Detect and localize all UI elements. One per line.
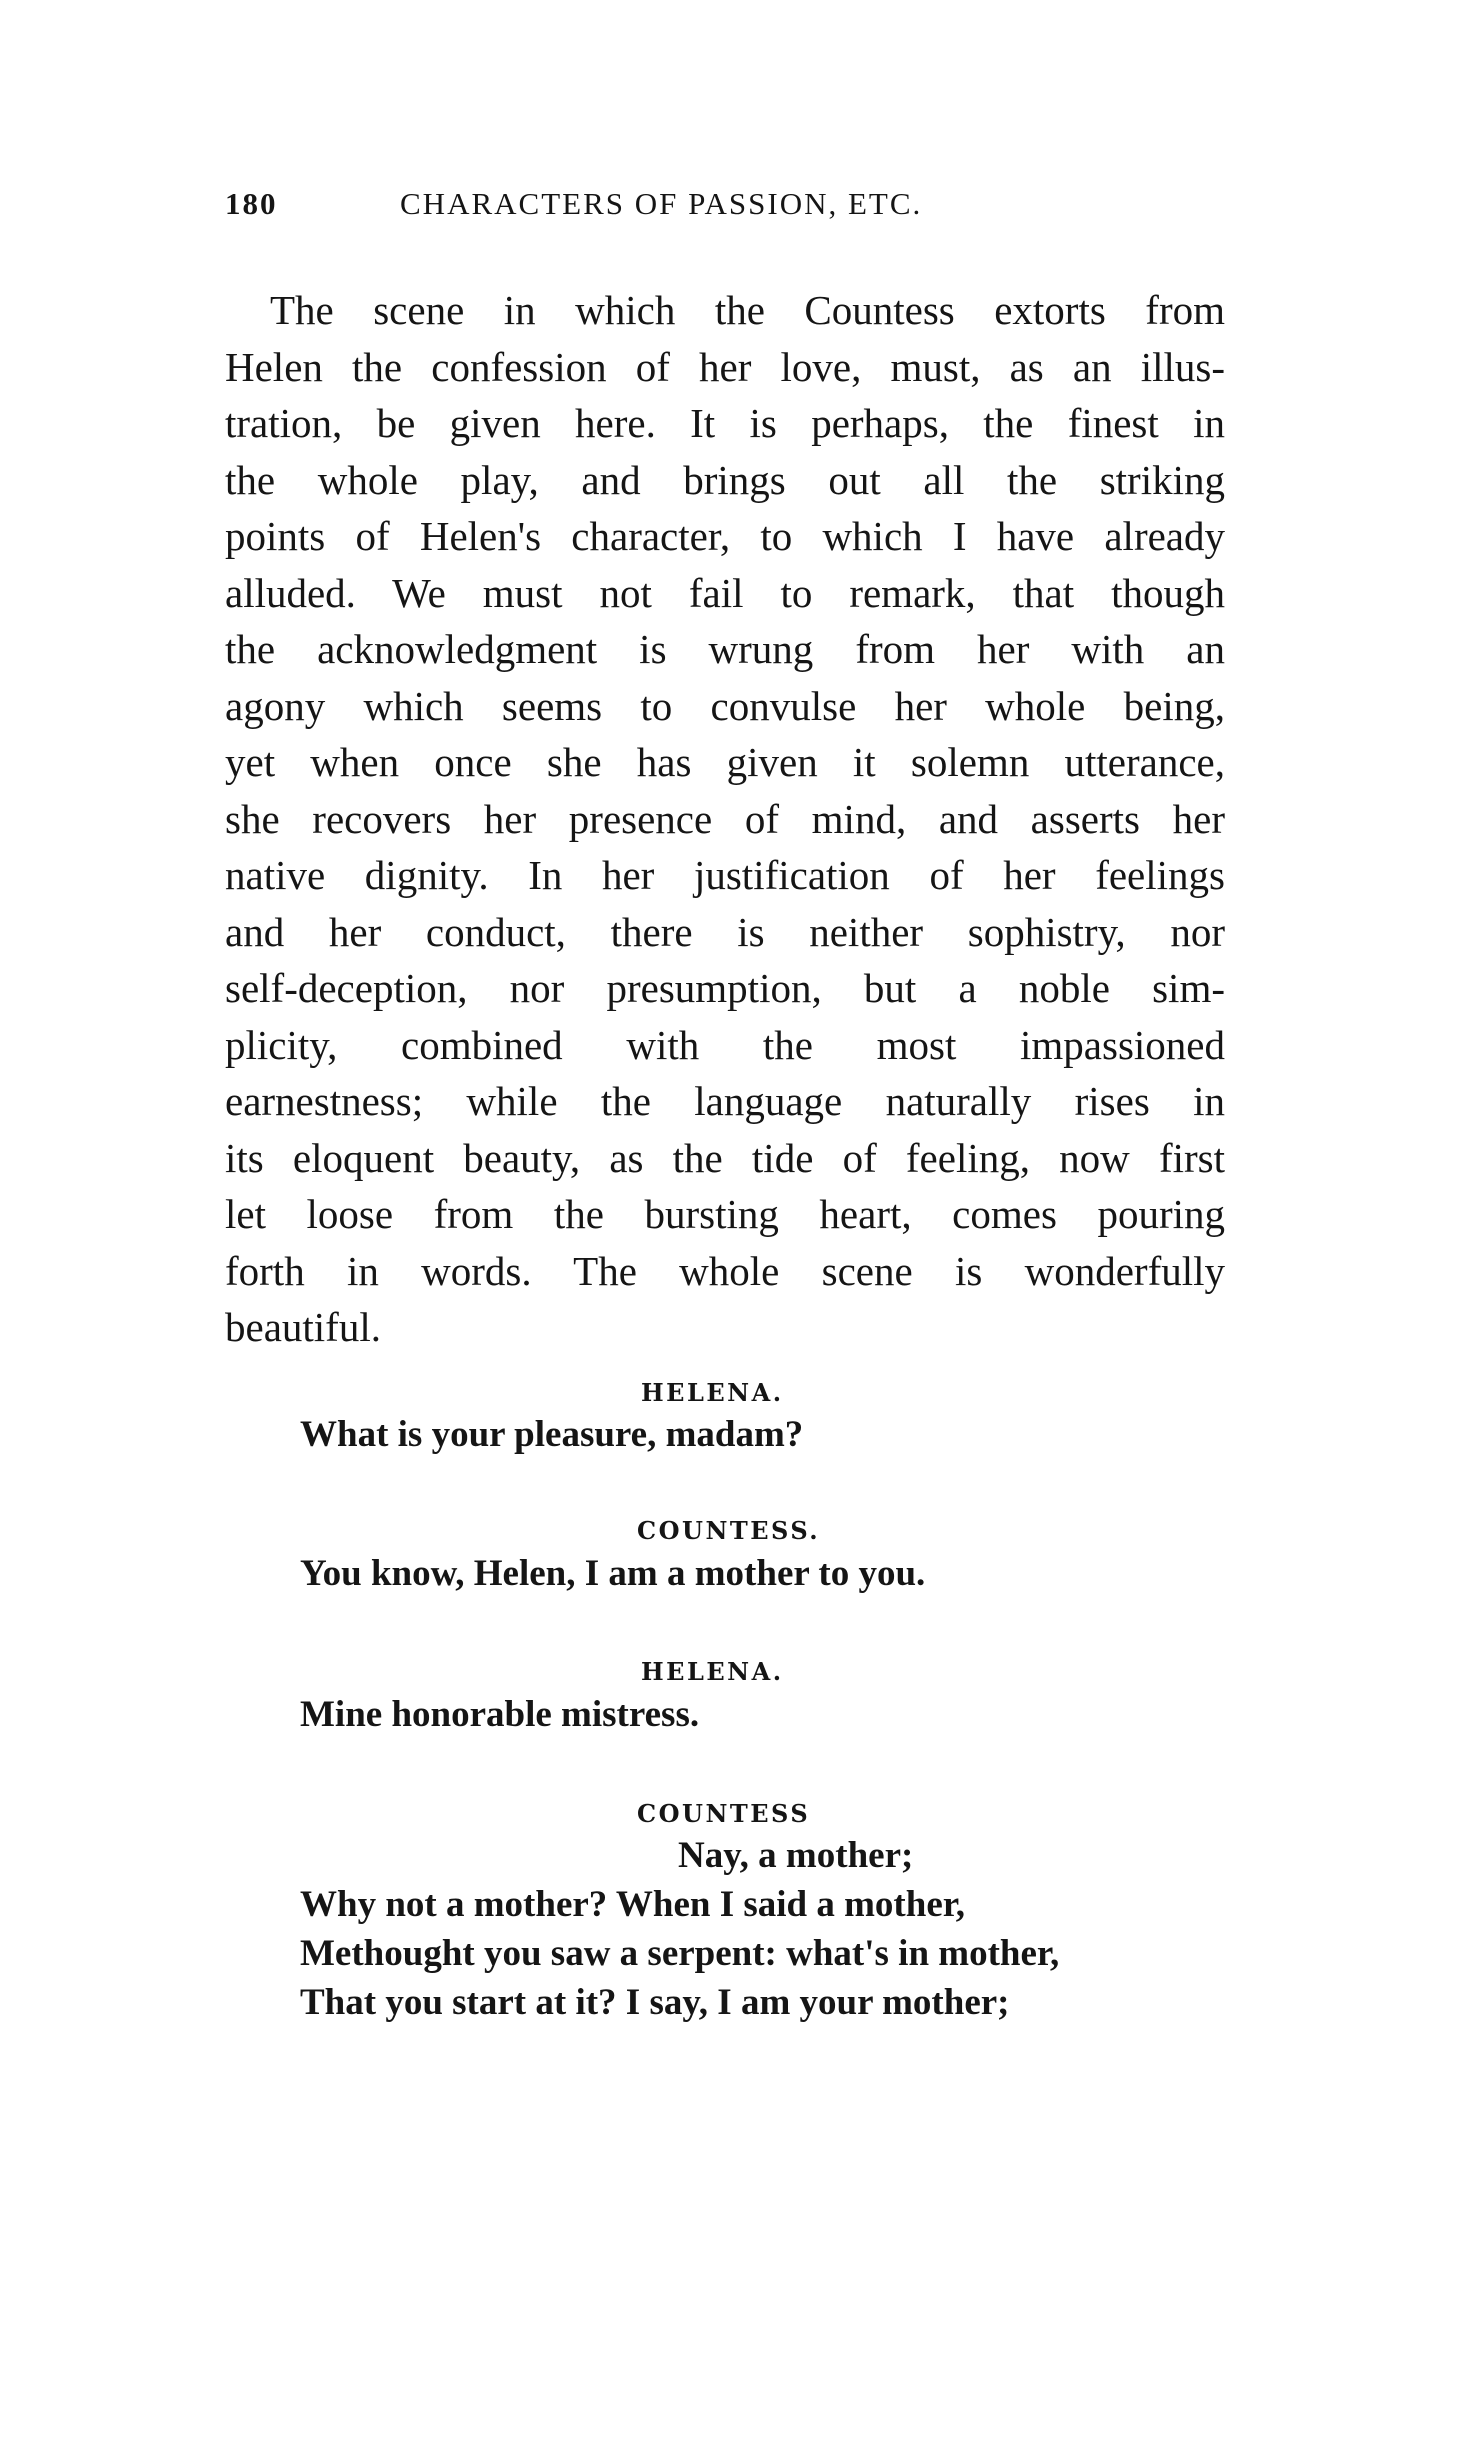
speaker-name: COUNTESS [637, 1799, 811, 1828]
page-number: 180 [225, 186, 278, 221]
verse-line: You know, Helen, I am a mother to you. [300, 1553, 926, 1594]
paragraph-line: the acknowledgment is wrung from her with an [225, 626, 1225, 672]
paragraph-line: let loose from the bursting heart, comes pouring [225, 1191, 1225, 1237]
paragraph-line: forth in words. The whole scene is wonderfully [225, 1247, 1225, 1294]
paragraph-line: Helen the confession of her love, must, as an illus- [225, 343, 1225, 390]
paragraph-line: plicity, combined with the most impassioned [225, 1021, 1225, 1068]
paragraph-line: earnestness; while the language naturally rises in [225, 1078, 1225, 1124]
paragraph-line: self-deception, nor presumption, but a noble sim- [225, 965, 1225, 1011]
paragraph-line: its eloquent beauty, as the tide of feeling, now first [225, 1134, 1225, 1181]
speaker-name: COUNTESS. [637, 1516, 821, 1545]
verse-line: That you start at it? I say, I am your mother; [300, 1982, 1010, 2023]
paragraph-line: beautiful. [225, 1304, 381, 1350]
paragraph-line: native dignity. In her justification of her feelings [225, 852, 1225, 898]
verse-line: Nay, a mother; [678, 1835, 914, 1876]
verse-line: Mine honorable mistress. [300, 1694, 700, 1735]
running-head-title: CHARACTERS OF PASSION, ETC. [400, 186, 923, 221]
paragraph-line: agony which seems to convulse her whole being, [225, 682, 1225, 729]
paragraph-line: alluded. We must not fail to remark, that though [225, 569, 1225, 616]
verse-line: What is your pleasure, madam? [300, 1414, 804, 1455]
paragraph-line: tration, be given here. It is perhaps, the finest in [225, 400, 1225, 446]
paragraph-line: yet when once she has given it solemn utterance, [225, 739, 1225, 785]
paragraph-line: and her conduct, there is neither sophistry, nor [225, 908, 1225, 955]
paragraph-line: points of Helen's character, to which I have already [225, 513, 1225, 559]
paragraph-line: the whole play, and brings out all the striking [225, 456, 1225, 503]
speaker-name: HELENA. [641, 1657, 784, 1686]
paragraph-line: The scene in which the Countess extorts from [270, 287, 1225, 333]
speaker-name: HELENA. [641, 1378, 784, 1407]
verse-line: Why not a mother? When I said a mother, [300, 1884, 966, 1925]
verse-line: Methought you saw a serpent: what's in mother, [300, 1933, 1060, 1974]
paragraph-line: she recovers her presence of mind, and asserts her [225, 795, 1225, 842]
body-paragraph [225, 282, 1225, 1356]
running-head [225, 186, 1235, 234]
